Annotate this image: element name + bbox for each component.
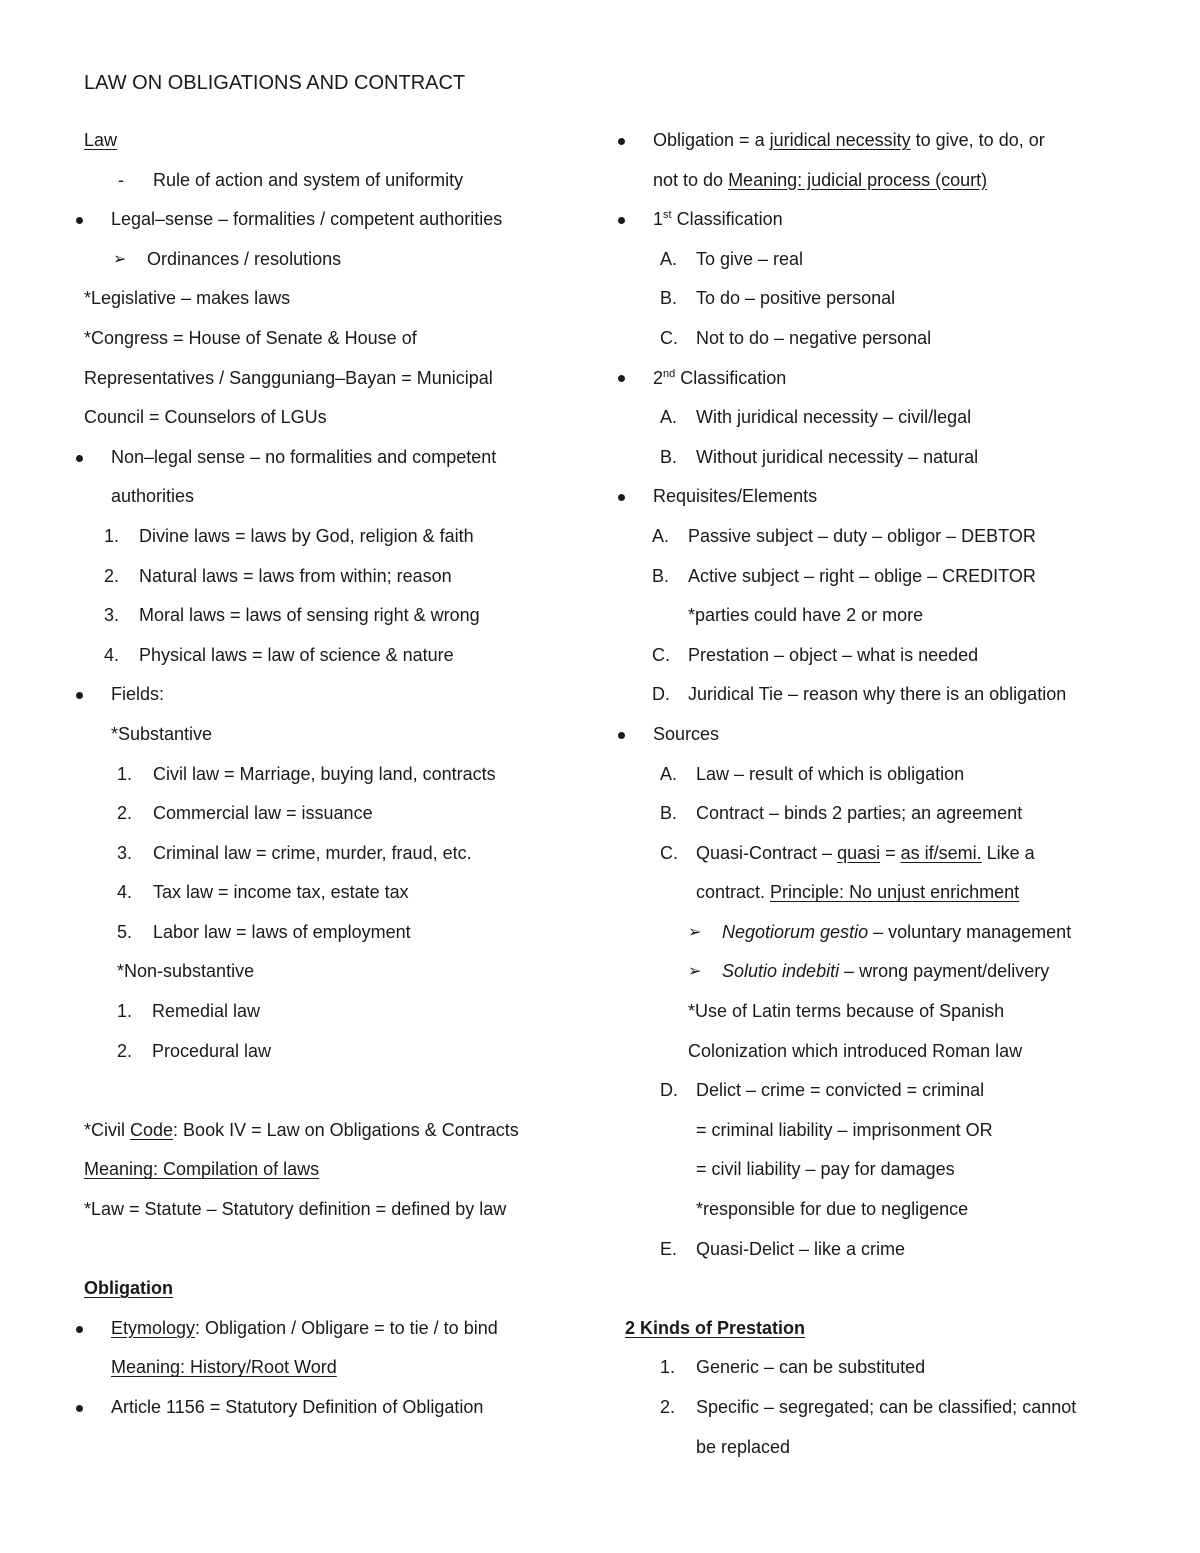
note-line: *Law = Statute – Statutory definition = defined by law [84,1199,507,1220]
bullet-icon [618,138,625,145]
list-number: 1. [660,1357,676,1378]
bullet-icon [76,455,83,462]
arrow-bullet-icon: ➢ [688,923,702,941]
text-run: quasi [837,842,881,863]
text-run: = criminal liability – imprisonment OR [696,1119,993,1140]
list-item-text: Contract – binds 2 parties; an agreement [696,803,1023,824]
text-run: Solutio indebiti [722,961,840,982]
ordinal-suffix: nd [663,367,676,380]
bullet-requisites [615,477,1175,517]
law-dash-item [84,161,584,201]
list-number: 1. [104,525,120,546]
page-title: LAW ON OBLIGATIONS AND CONTRACT [84,72,466,94]
text-run: *Civil [84,1119,131,1140]
list-letter: B. [660,446,678,467]
list-number: 5. [117,921,133,942]
continuation-line [615,873,1175,913]
list-item [84,873,584,913]
list-item-text: Labor law = laws of employment [153,921,411,942]
list-item-text: Natural laws = laws from within; reason [139,565,452,586]
text-run: – wrong payment/delivery [839,961,1050,982]
section-heading: 2 Kinds of Prestation [625,1317,806,1338]
list-item-text: Tax law = income tax, estate tax [153,882,409,903]
continuation-line [615,1190,1175,1230]
list-item [84,755,584,795]
bullet-icon [76,217,83,224]
list-item [615,834,1175,874]
text-run: Code [130,1119,174,1140]
ordinal-suffix: st [663,209,672,222]
subheading-line [84,715,584,755]
list-number: 1. [117,1001,133,1022]
list-letter: B. [660,803,678,824]
law-heading: Law [84,130,118,150]
list-letter: B. [652,565,670,586]
continuation-line [84,1348,584,1388]
right-column [615,121,1175,1467]
text-run: Etymology [111,1317,196,1338]
list-item-text: Juridical Tie – reason why there is an obligation [688,684,1067,705]
list-letter: A. [652,525,670,546]
text-run: Like a [981,842,1035,863]
list-item-text: Not to do – negative personal [696,327,932,348]
subheading-line [84,952,584,992]
list-item-text: Physical laws = law of science & nature [139,644,454,665]
list-letter: E. [660,1238,678,1259]
list-letter: B. [660,288,678,309]
note-line [615,1032,1175,1072]
bullet-class2 [615,359,1175,399]
list-letter: C. [660,842,678,863]
text-run: not to do [653,169,729,190]
list-number: 1. [117,763,133,784]
list-letter: C. [660,327,678,348]
text-run: = [880,842,901,863]
bullet-etymology [84,1309,584,1349]
text-run: *responsible for due to negligence [696,1199,969,1220]
list-item [615,279,1175,319]
list-item [615,1071,1175,1111]
list-item-text: *parties could have 2 or more [688,605,924,626]
bullet-icon [76,692,83,699]
list-letter: A. [660,407,678,428]
list-item [615,1230,1175,1270]
bullet-fields [84,675,584,715]
list-item-text: Quasi-Delict – like a crime [696,1238,906,1259]
list-number: 3. [104,605,120,626]
arrow-solutio [615,952,1175,992]
list-item-text: Divine laws = laws by God, religion & faith [139,525,474,546]
note-line: *Legislative – makes laws [84,288,291,309]
list-item-text: With juridical necessity – civil/legal [696,407,972,428]
bullet-icon [618,375,625,382]
bullet-sources [615,715,1175,755]
text-run: contract. [696,882,771,903]
text-run: Meaning: judicial process (court) [728,169,988,190]
text-run: : Obligation / Obligare = to tie / to bind [195,1317,498,1338]
prestation-heading-line [615,1309,1175,1349]
list-item [84,794,584,834]
list-item-text: Fields: [111,684,165,705]
list-item [615,438,1175,478]
list-item-text: Moral laws = laws of sensing right & wrong [139,605,480,626]
bullet-icon [618,217,625,224]
list-item [615,398,1175,438]
list-item-text: Commercial law = issuance [153,803,373,824]
list-letter: D. [660,1080,678,1101]
list-letter: A. [660,763,678,784]
text-run: = civil liability – pay for damages [696,1159,955,1180]
bullet-legal-sense [84,200,584,240]
list-item [84,596,584,636]
list-item [615,517,1175,557]
list-item [615,557,1175,597]
continuation-line [615,1150,1175,1190]
note-line: Council = Counselors of LGUs [84,407,327,428]
continuation-line [615,1111,1175,1151]
text-run: – voluntary management [868,921,1072,942]
text-run: 1 [653,209,664,230]
list-item-text: Article 1156 = Statutory Definition of Obligation [111,1397,484,1417]
list-item [84,1032,584,1072]
text-run: Negotiorum gestio [722,921,869,942]
bullet-icon [618,494,625,501]
list-item-text: Passive subject – duty – obligor – DEBTOR [688,525,1036,546]
list-item [84,992,584,1032]
list-item-text: Non–legal sense – no formalities and competent [111,446,497,467]
list-item-text: Specific – segregated; can be classified; cannot [696,1397,1077,1417]
section-heading: Obligation [84,1278,173,1299]
meaning-line [84,1150,584,1190]
text-run: *Use of Latin terms because of Spanish [688,1001,1005,1022]
list-item-text: Legal–sense – formalities / competent authorities [111,209,503,230]
list-item-text: Criminal law = crime, murder, fraud, etc. [153,842,472,863]
list-item [615,636,1175,676]
list-item [615,1388,1175,1428]
bullet-icon [76,1405,83,1412]
non-substantive-label: *Non-substantive [117,961,255,982]
list-item-text: Generic – can be substituted [696,1357,926,1378]
list-item [615,319,1175,359]
arrow-bullet-icon: ➢ [113,250,127,268]
list-item [84,557,584,597]
text-run: 2 [653,367,664,388]
text-run: Classification [671,209,783,230]
text-run: Principle: No unjust enrichment [770,882,1020,903]
list-number: 2. [660,1397,676,1417]
list-item-text: Sources [653,723,720,744]
continuation-line [615,161,1175,201]
list-item-text: Law – result of which is obligation [696,763,965,784]
list-item [84,636,584,676]
text-run: Quasi-Contract – [696,842,838,863]
list-item [615,755,1175,795]
spacer [84,1071,584,1111]
bullet-class1 [615,200,1175,240]
list-number: 4. [117,882,133,903]
list-item-text: Requisites/Elements [653,486,818,507]
bullet-icon [76,1326,83,1333]
list-number: 2. [117,1040,133,1061]
bullet-icon [618,732,625,739]
bullet-article [84,1388,584,1428]
list-letter: A. [660,248,678,269]
text-run: Meaning: Compilation of laws [84,1159,320,1180]
list-item-text: Delict – crime = convicted = criminal [696,1080,985,1101]
list-item [615,794,1175,834]
list-number: 2. [117,803,133,824]
text-run: Classification [675,367,787,388]
text-run: juridical necessity [769,130,911,150]
text-run: Obligation = a [653,130,770,150]
list-number: 3. [117,842,133,863]
bullet-non-legal [84,438,584,478]
continuation-line [615,596,1175,636]
list-item-text: Without juridical necessity – natural [696,446,979,467]
text-run: Colonization which introduced Roman law [688,1040,1023,1061]
spacer [84,1230,584,1270]
text-run: Meaning: History/Root Word [111,1357,337,1378]
text-run: to give, to do, or [910,130,1045,150]
substantive-label: *Substantive [111,723,213,744]
dash-marker: - [118,169,124,190]
law-heading-line [84,121,584,161]
list-item-text: Rule of action and system of uniformity [153,169,464,190]
list-letter: D. [652,684,670,705]
arrow-negotiorum [615,913,1175,953]
note-line [615,992,1175,1032]
list-item [615,675,1175,715]
text-run: as if/semi. [900,842,982,863]
list-number: 4. [104,644,120,665]
list-item-text: Civil law = Marriage, buying land, contracts [153,763,496,784]
list-number: 2. [104,565,120,586]
note-line: Representatives / Sangguniang–Bayan = Municipal [84,367,493,388]
list-item-text: Prestation – object – what is needed [688,644,979,665]
text-run: be replaced [696,1436,791,1457]
list-item [615,1348,1175,1388]
list-item-text: Ordinances / resolutions [147,248,342,269]
spacer [615,1269,1175,1309]
text-run: : Book IV = Law on Obligations & Contracts [173,1119,519,1140]
left-column [84,121,584,1428]
list-item-text: To give – real [696,248,804,269]
arrow-ordinances [84,240,584,280]
continuation-line [84,477,584,517]
list-item [84,517,584,557]
list-item-text: Active subject – right – oblige – CREDITOR [688,565,1036,586]
list-item [615,240,1175,280]
list-item-text: To do – positive personal [696,288,896,309]
bullet-obligation-def [615,121,1175,161]
list-letter: C. [652,644,670,665]
continuation-line [615,1428,1175,1468]
note-line: *Congress = House of Senate & House of [84,327,417,348]
obligation-heading-line [84,1269,584,1309]
list-item-text: Remedial law [152,1001,261,1022]
list-item [84,913,584,953]
list-item-text: authorities [111,486,195,507]
list-item [84,834,584,874]
arrow-bullet-icon: ➢ [688,963,702,981]
list-item-text: Procedural law [152,1040,272,1061]
civil-code-line [84,1111,584,1151]
